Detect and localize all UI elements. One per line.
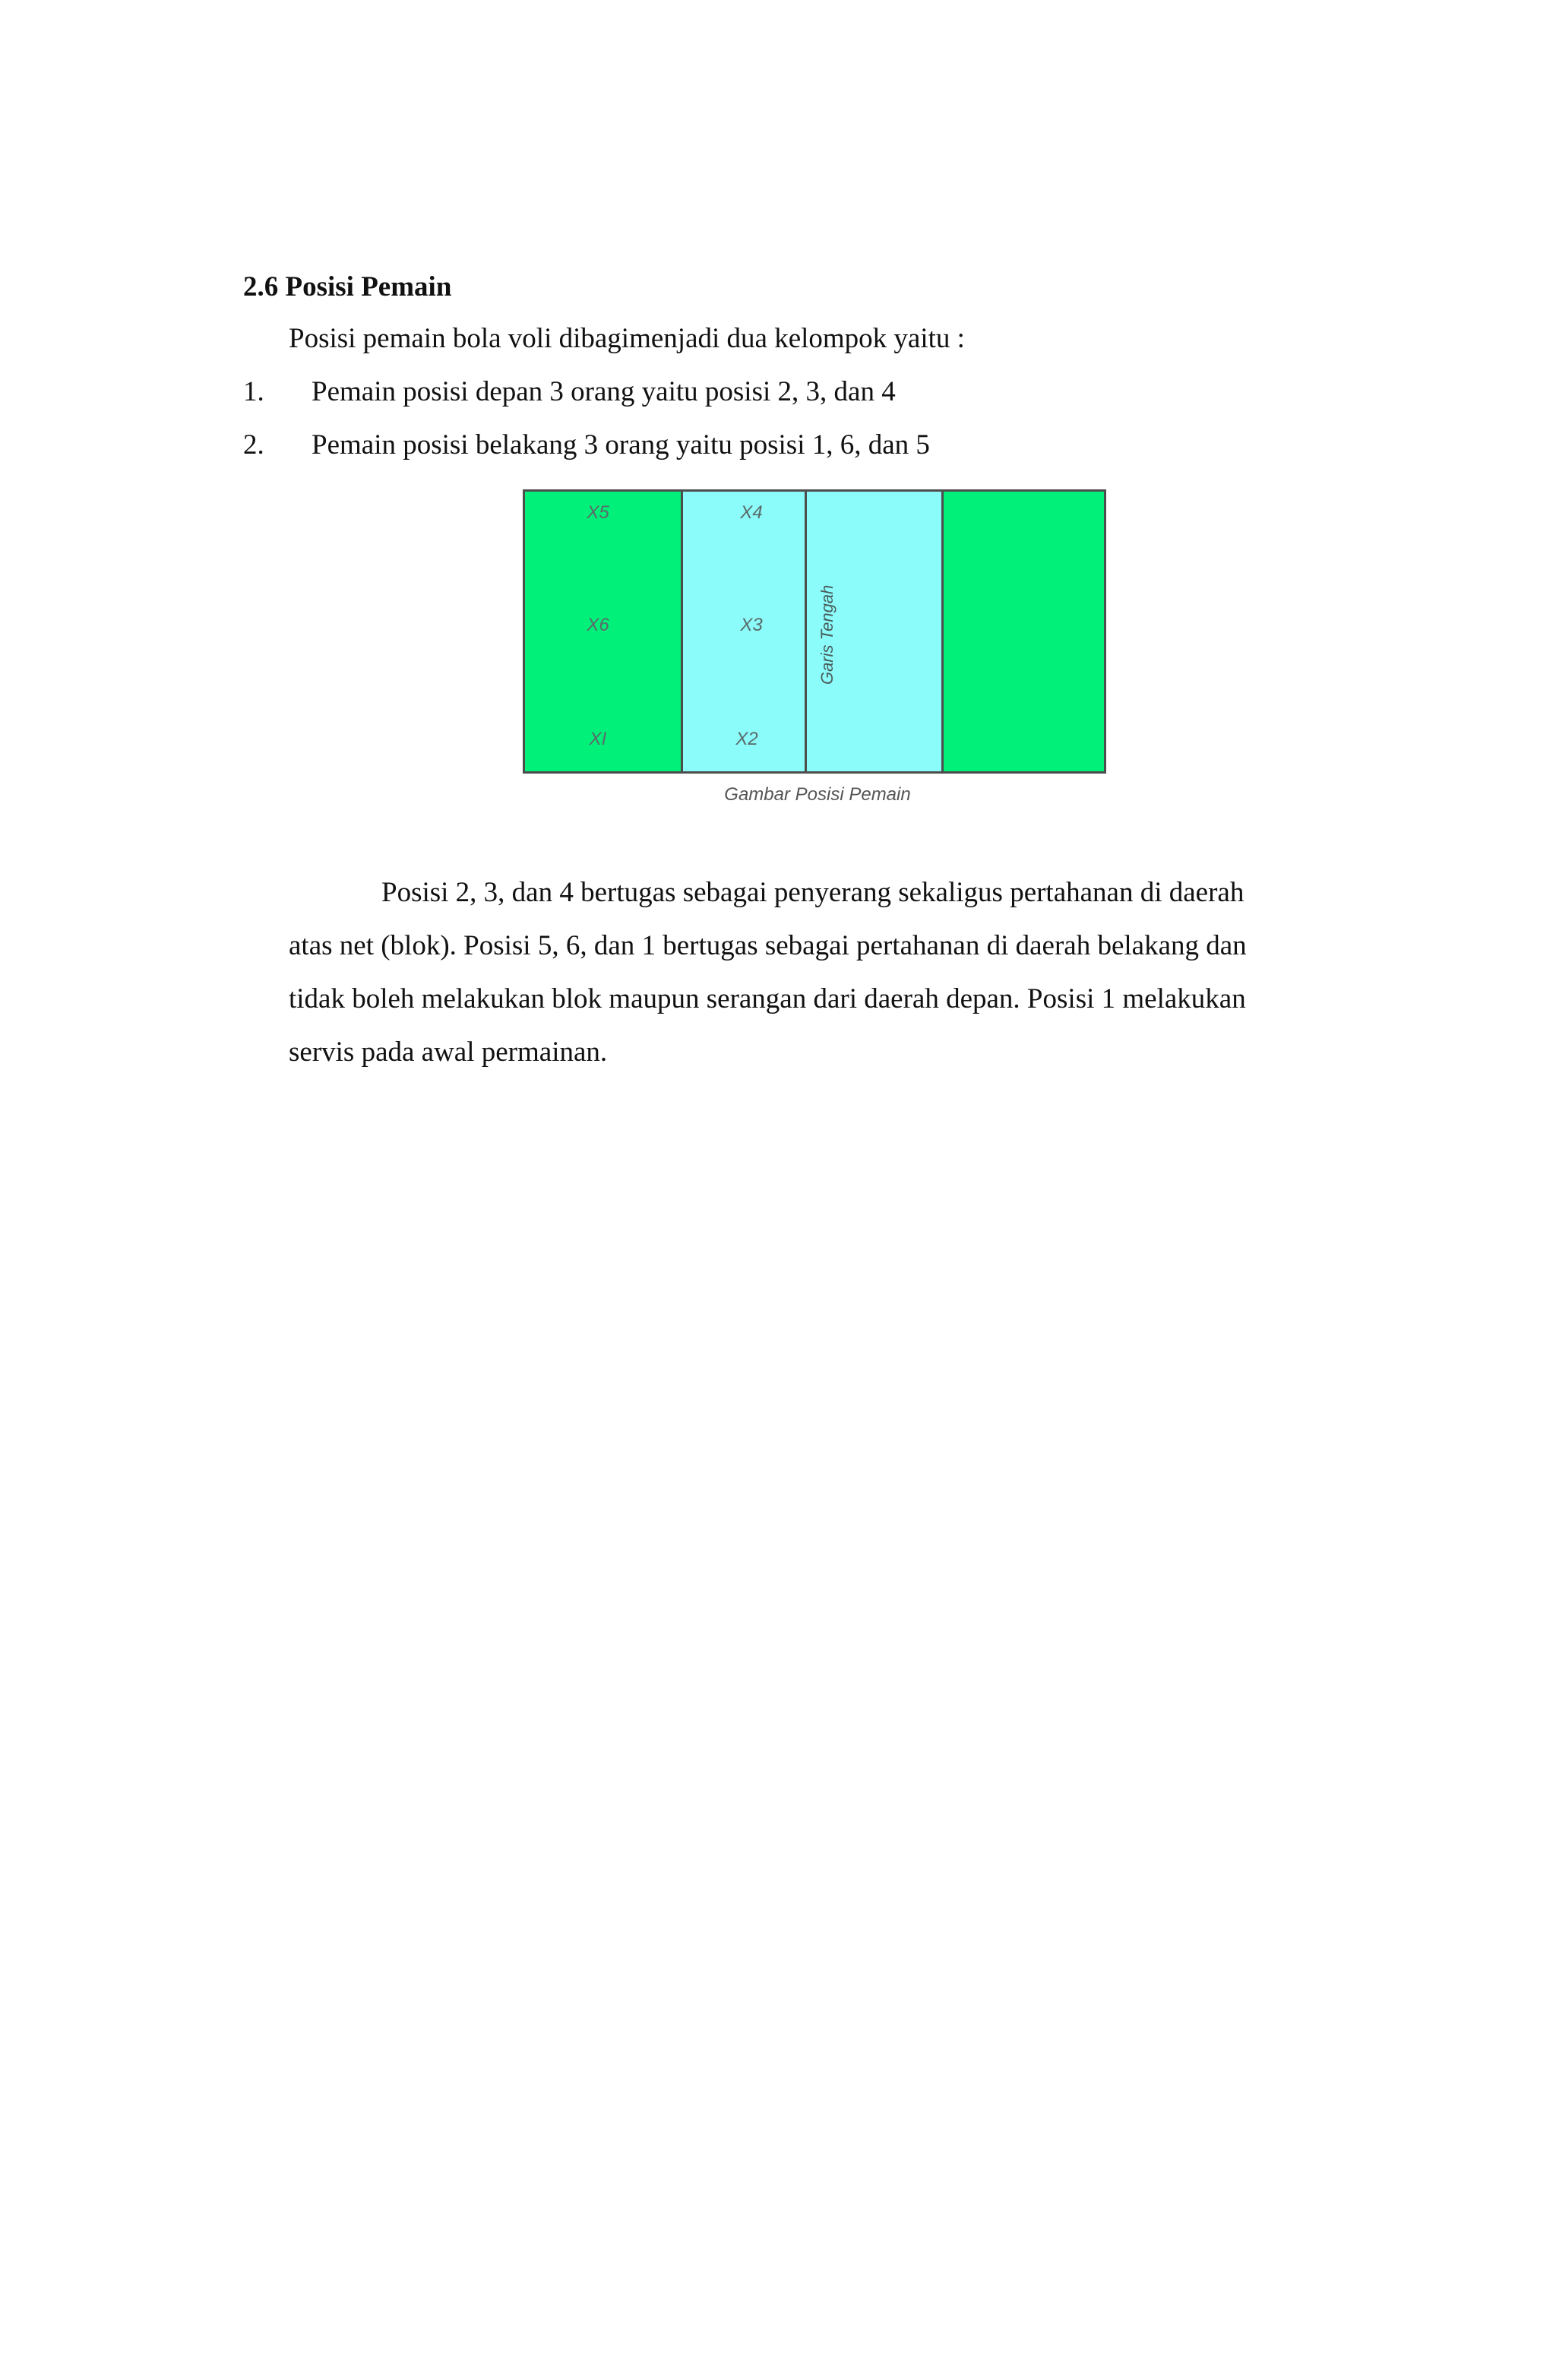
- section-heading: 2.6 Posisi Pemain: [243, 271, 452, 302]
- back-zone-right: [944, 492, 1104, 771]
- front-zone-left: [683, 492, 807, 771]
- list-item-text: Pemain posisi belakang 3 orang yaitu posisi 1, 6, dan 5: [312, 429, 930, 460]
- position-label-x5: X5: [587, 502, 609, 523]
- back-zone-left: [525, 492, 683, 771]
- paragraph-line: atas net (blok). Posisi 5, 6, dan 1 bertugas sebagai pertahanan di daerah belakang dan: [289, 930, 1247, 961]
- list-item: [243, 371, 896, 413]
- figure-caption: Gambar Posisi Pemain: [724, 784, 911, 805]
- position-label-x3: X3: [740, 615, 763, 635]
- position-label-x2: X2: [735, 729, 758, 749]
- intro-sentence: Posisi pemain bola voli dibagimenjadi dua kelompok yaitu :: [289, 323, 965, 354]
- list-item: [243, 424, 930, 467]
- player-position-figure: [514, 482, 1121, 819]
- list-item-text: Pemain posisi depan 3 orang yaitu posisi 2, 3, dan 4: [312, 376, 896, 407]
- position-label-x1: XI: [589, 729, 607, 749]
- position-label-x4: X4: [740, 502, 763, 523]
- list-item-number: 2.: [243, 429, 264, 460]
- position-label-x6: X6: [587, 615, 609, 635]
- list-item-number: 1.: [243, 376, 264, 407]
- paragraph-line: tidak boleh melakukan blok maupun serangan dari daerah depan. Posisi 1 melakukan: [289, 983, 1246, 1014]
- body-paragraph: [289, 866, 1337, 1079]
- front-zone-right: [807, 492, 944, 771]
- paragraph-line: servis pada awal permainan.: [289, 1037, 608, 1068]
- center-line-label: Garis Tengah: [818, 584, 837, 685]
- paragraph-line: Posisi 2, 3, dan 4 bertugas sebagai penyerang sekaligus pertahanan di daerah: [381, 877, 1244, 908]
- volleyball-court-diagram: [523, 489, 1106, 774]
